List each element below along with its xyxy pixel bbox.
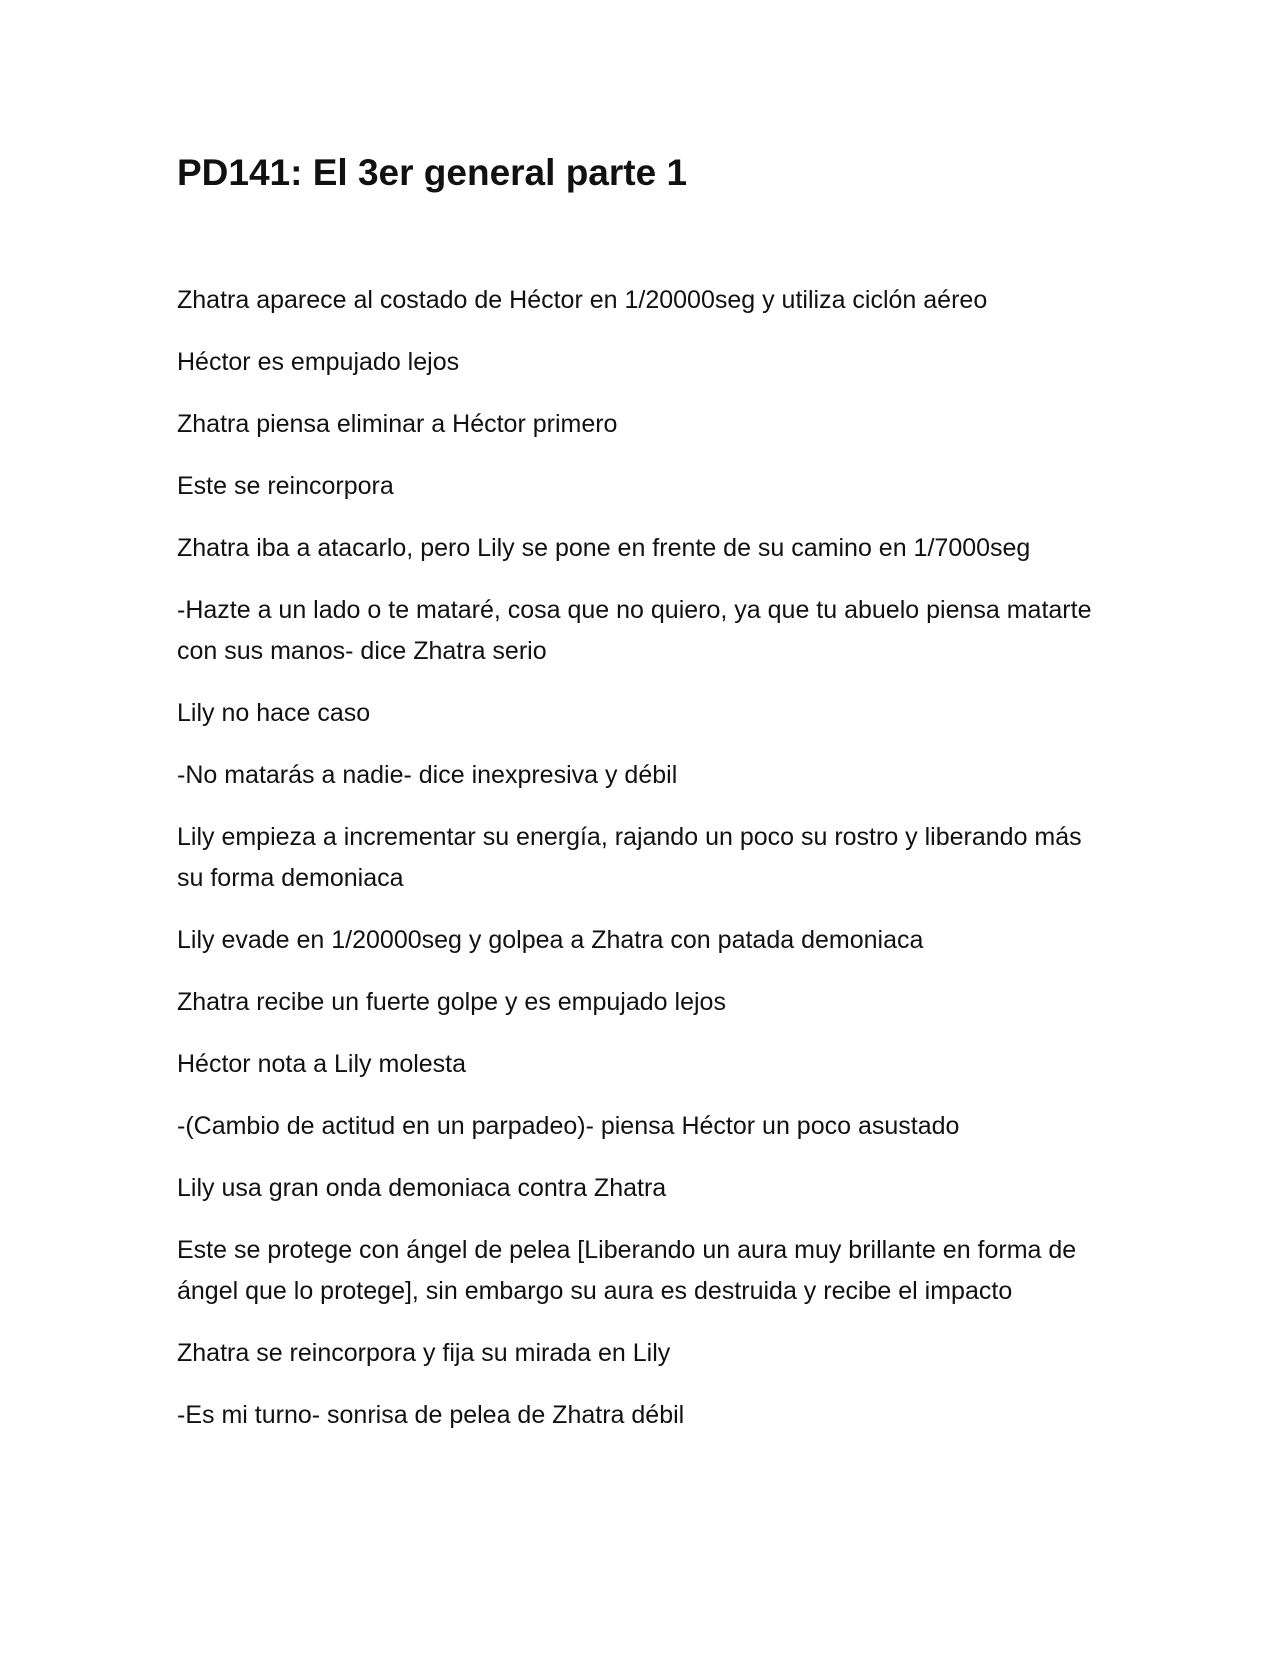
paragraph: -(Cambio de actitud en un parpadeo)- piensa Héctor un poco asustado [177,1112,960,1140]
paragraph: -Es mi turno- sonrisa de pelea de Zhatra débil [177,1401,685,1429]
paragraph: Héctor es empujado lejos [177,348,460,376]
paragraph: Zhatra aparece al costado de Héctor en 1/20000seg y utiliza ciclón aéreo [177,286,988,314]
paragraph: -No matarás a nadie- dice inexpresiva y débil [177,761,678,789]
document-body [177,280,1097,1436]
document-page [177,148,1097,1457]
paragraph: -Hazte a un lado o te mataré, cosa que no quiero, ya que tu abuelo piensa matarte con sus manos- dice Zhatra serio [177,596,1092,665]
paragraph: Este se reincorpora [177,472,394,500]
paragraph: Héctor nota a Lily molesta [177,1050,467,1078]
paragraph: Lily usa gran onda demoniaca contra Zhatra [177,1174,667,1202]
paragraph: Zhatra recibe un fuerte golpe y es empujado lejos [177,988,726,1016]
paragraph: Zhatra iba a atacarlo, pero Lily se pone en frente de su camino en 1/7000seg [177,534,1031,562]
paragraph: Este se protege con ángel de pelea [Liberando un aura muy brillante en forma de ángel que lo protege], sin embargo su aura es destruida y recibe el impacto [177,1236,1077,1305]
paragraph: Lily empieza a incrementar su energía, rajando un poco su rostro y liberando más su forma demoniaca [177,823,1082,892]
paragraph: Lily evade en 1/20000seg y golpea a Zhatra con patada demoniaca [177,926,924,954]
document-title: PD141: El 3er general parte 1 [177,152,688,193]
paragraph: Lily no hace caso [177,699,371,727]
paragraph: Zhatra se reincorpora y fija su mirada en Lily [177,1339,671,1367]
paragraph: Zhatra piensa eliminar a Héctor primero [177,410,618,438]
